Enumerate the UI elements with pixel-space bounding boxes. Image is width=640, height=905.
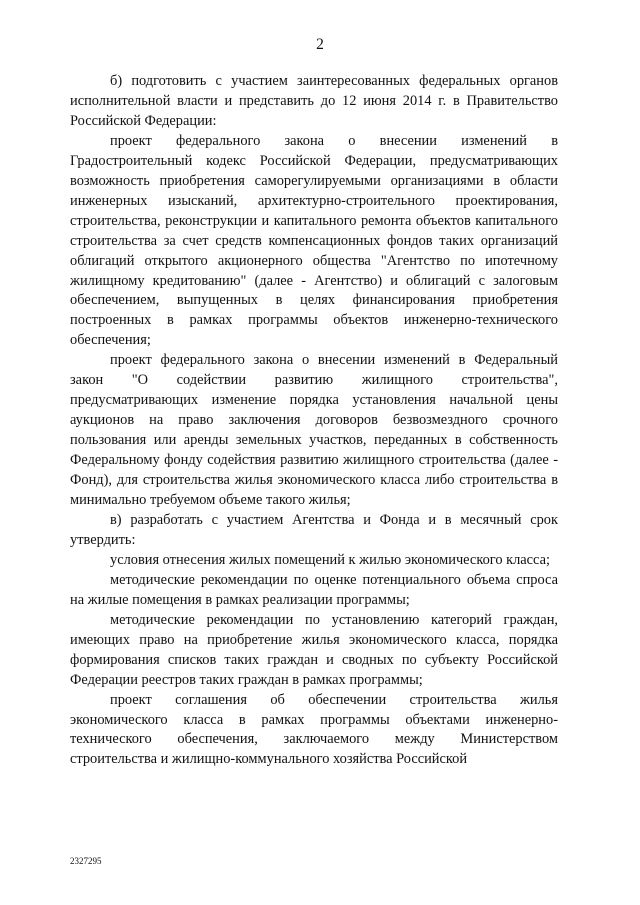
document-body: [70, 72, 558, 770]
paragraph-grad-code-draft: проект федерального закона о внесении изменений в Градостроительный кодекс Российской Федерации, предусматривающих возможность приобретения саморегулируемыми организациями в области инженерных изысканий, архитектурно-строительного проектирования, строительства, реконструкции и капитального ремонта объектов капитального строительства за счет средств компенсационных фондов таких организаций облигаций открытого акционерного общества "Агентство по ипотечному жилищному кредитованию" (далее - Агентство) и облигаций с залоговым обеспечением, выпущенных в целях финансирования приобретения построенных в рамках программы объектов инженерно-технического обеспечения;: [70, 132, 558, 349]
document-code: 2327295: [70, 856, 102, 866]
paragraph-v-develop: в) разработать с участием Агентства и Фонда и в месячный срок утвердить:: [70, 511, 558, 548]
paragraph-demand-recommendations: методические рекомендации по оценке потенциального объема спроса на жилые помещения в рамках реализации программы;: [70, 571, 558, 608]
paragraph-agreement-draft: проект соглашения об обеспечении строительства жилья экономического класса в рамках программы объектами инженерно-технического обеспечения, заключаемого между Министерством строительства и жилищно-коммунального хозяйства Российской: [70, 691, 558, 768]
paragraph-citizen-categories: методические рекомендации по установлению категорий граждан, имеющих право на приобретение жилья экономического класса, порядка формирования списков таких граждан и сводных по субъекту Российской Федерации реестров таких граждан в рамках программы;: [70, 611, 558, 688]
paragraph-economy-class-conditions: условия отнесения жилых помещений к жилью экономического класса;: [110, 551, 551, 568]
paragraph-b-prepare: б) подготовить с участием заинтересованных федеральных органов исполнительной власти и представить до 12 июня 2014 г. в Правительство Российской Федерации:: [70, 73, 558, 129]
paragraph-housing-law-draft: проект федерального закона о внесении изменений в Федеральный закон "О содействии развитию жилищного строительства", предусматривающих изменение порядка установления начальной цены аукционов на право заключения договоров безвозмездного срочного пользования или аренды земельных участков, переданных в собственность Федеральному фонду содействия развитию жилищного строительства (далее - Фонд), для строительства жилья экономического класса либо строительства в минимально требуемом объеме такого жилья;: [70, 352, 558, 509]
page-number: 2: [316, 36, 324, 53]
